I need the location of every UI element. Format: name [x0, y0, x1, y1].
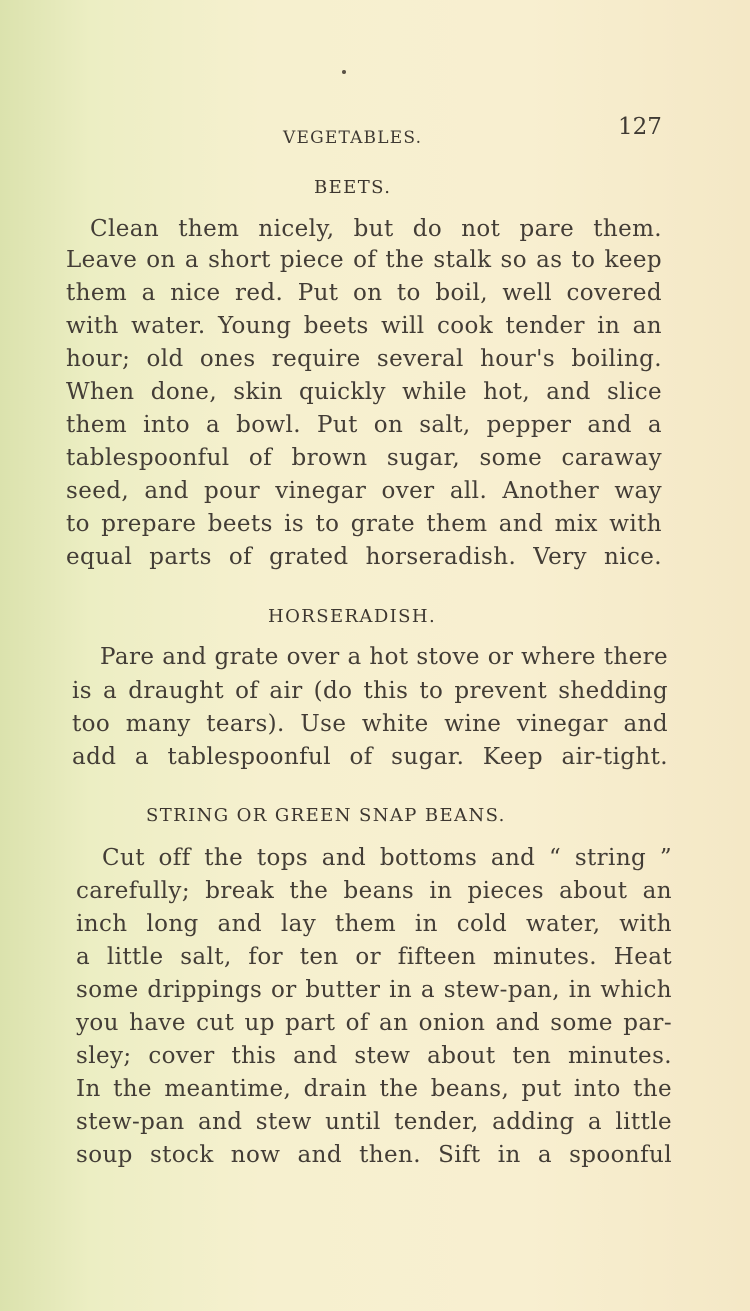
paragraph-line: is a draught of air (do this to prevent shedding	[72, 678, 668, 704]
paragraph-line: a little salt, for ten or fifteen minutes. Heat	[76, 944, 672, 970]
ink-speck	[342, 70, 346, 74]
paragraph-line: hour; old ones require several hour's boiling.	[66, 346, 662, 372]
paragraph-line: some drippings or butter in a stew-pan, in which	[76, 977, 672, 1003]
paragraph-line: too many tears). Use white wine vinegar and	[72, 711, 668, 737]
paragraph-line: stew-pan and stew until tender, adding a little	[76, 1109, 672, 1135]
paragraph-line: to prepare beets is to grate them and mix with	[66, 511, 662, 537]
section-heading-horseradish: HORSERADISH.	[268, 606, 437, 627]
paragraph-line: you have cut up part of an onion and some par-	[76, 1010, 672, 1036]
paragraph-line: Leave on a short piece of the stalk so as to keep	[66, 247, 662, 273]
page-number: 127	[618, 114, 662, 140]
paragraph-line: Pare and grate over a hot stove or where there	[100, 644, 668, 670]
paragraph-line: When done, skin quickly while hot, and slice	[66, 379, 662, 405]
paragraph-line: Cut off the tops and bottoms and “ string ”	[102, 845, 672, 871]
paragraph-line: In the meantime, drain the beans, put into the	[76, 1076, 672, 1102]
paragraph-line: add a tablespoonful of sugar. Keep air-tight.	[72, 744, 668, 770]
paragraph-line: them a nice red. Put on to boil, well covered	[66, 280, 662, 306]
paragraph-line: tablespoonful of brown sugar, some caraway	[66, 445, 662, 471]
paragraph-line: seed, and pour vinegar over all. Another way	[66, 478, 662, 504]
paragraph-line: them into a bowl. Put on salt, pepper and a	[66, 412, 662, 438]
section-heading-string-beans: STRING OR GREEN SNAP BEANS.	[146, 805, 506, 826]
paragraph-line: inch long and lay them in cold water, with	[76, 911, 672, 937]
paragraph-line: sley; cover this and stew about ten minutes.	[76, 1043, 672, 1069]
paragraph-line: soup stock now and then. Sift in a spoonful	[76, 1142, 672, 1168]
section-heading-beets: BEETS.	[314, 177, 392, 198]
paragraph-line: Clean them nicely, but do not pare them.	[90, 216, 662, 242]
paragraph-line: carefully; break the beans in pieces about an	[76, 878, 672, 904]
running-head: VEGETABLES.	[283, 128, 423, 148]
paragraph-line: equal parts of grated horseradish. Very nice.	[66, 544, 662, 570]
paragraph-line: with water. Young beets will cook tender in an	[66, 313, 662, 339]
